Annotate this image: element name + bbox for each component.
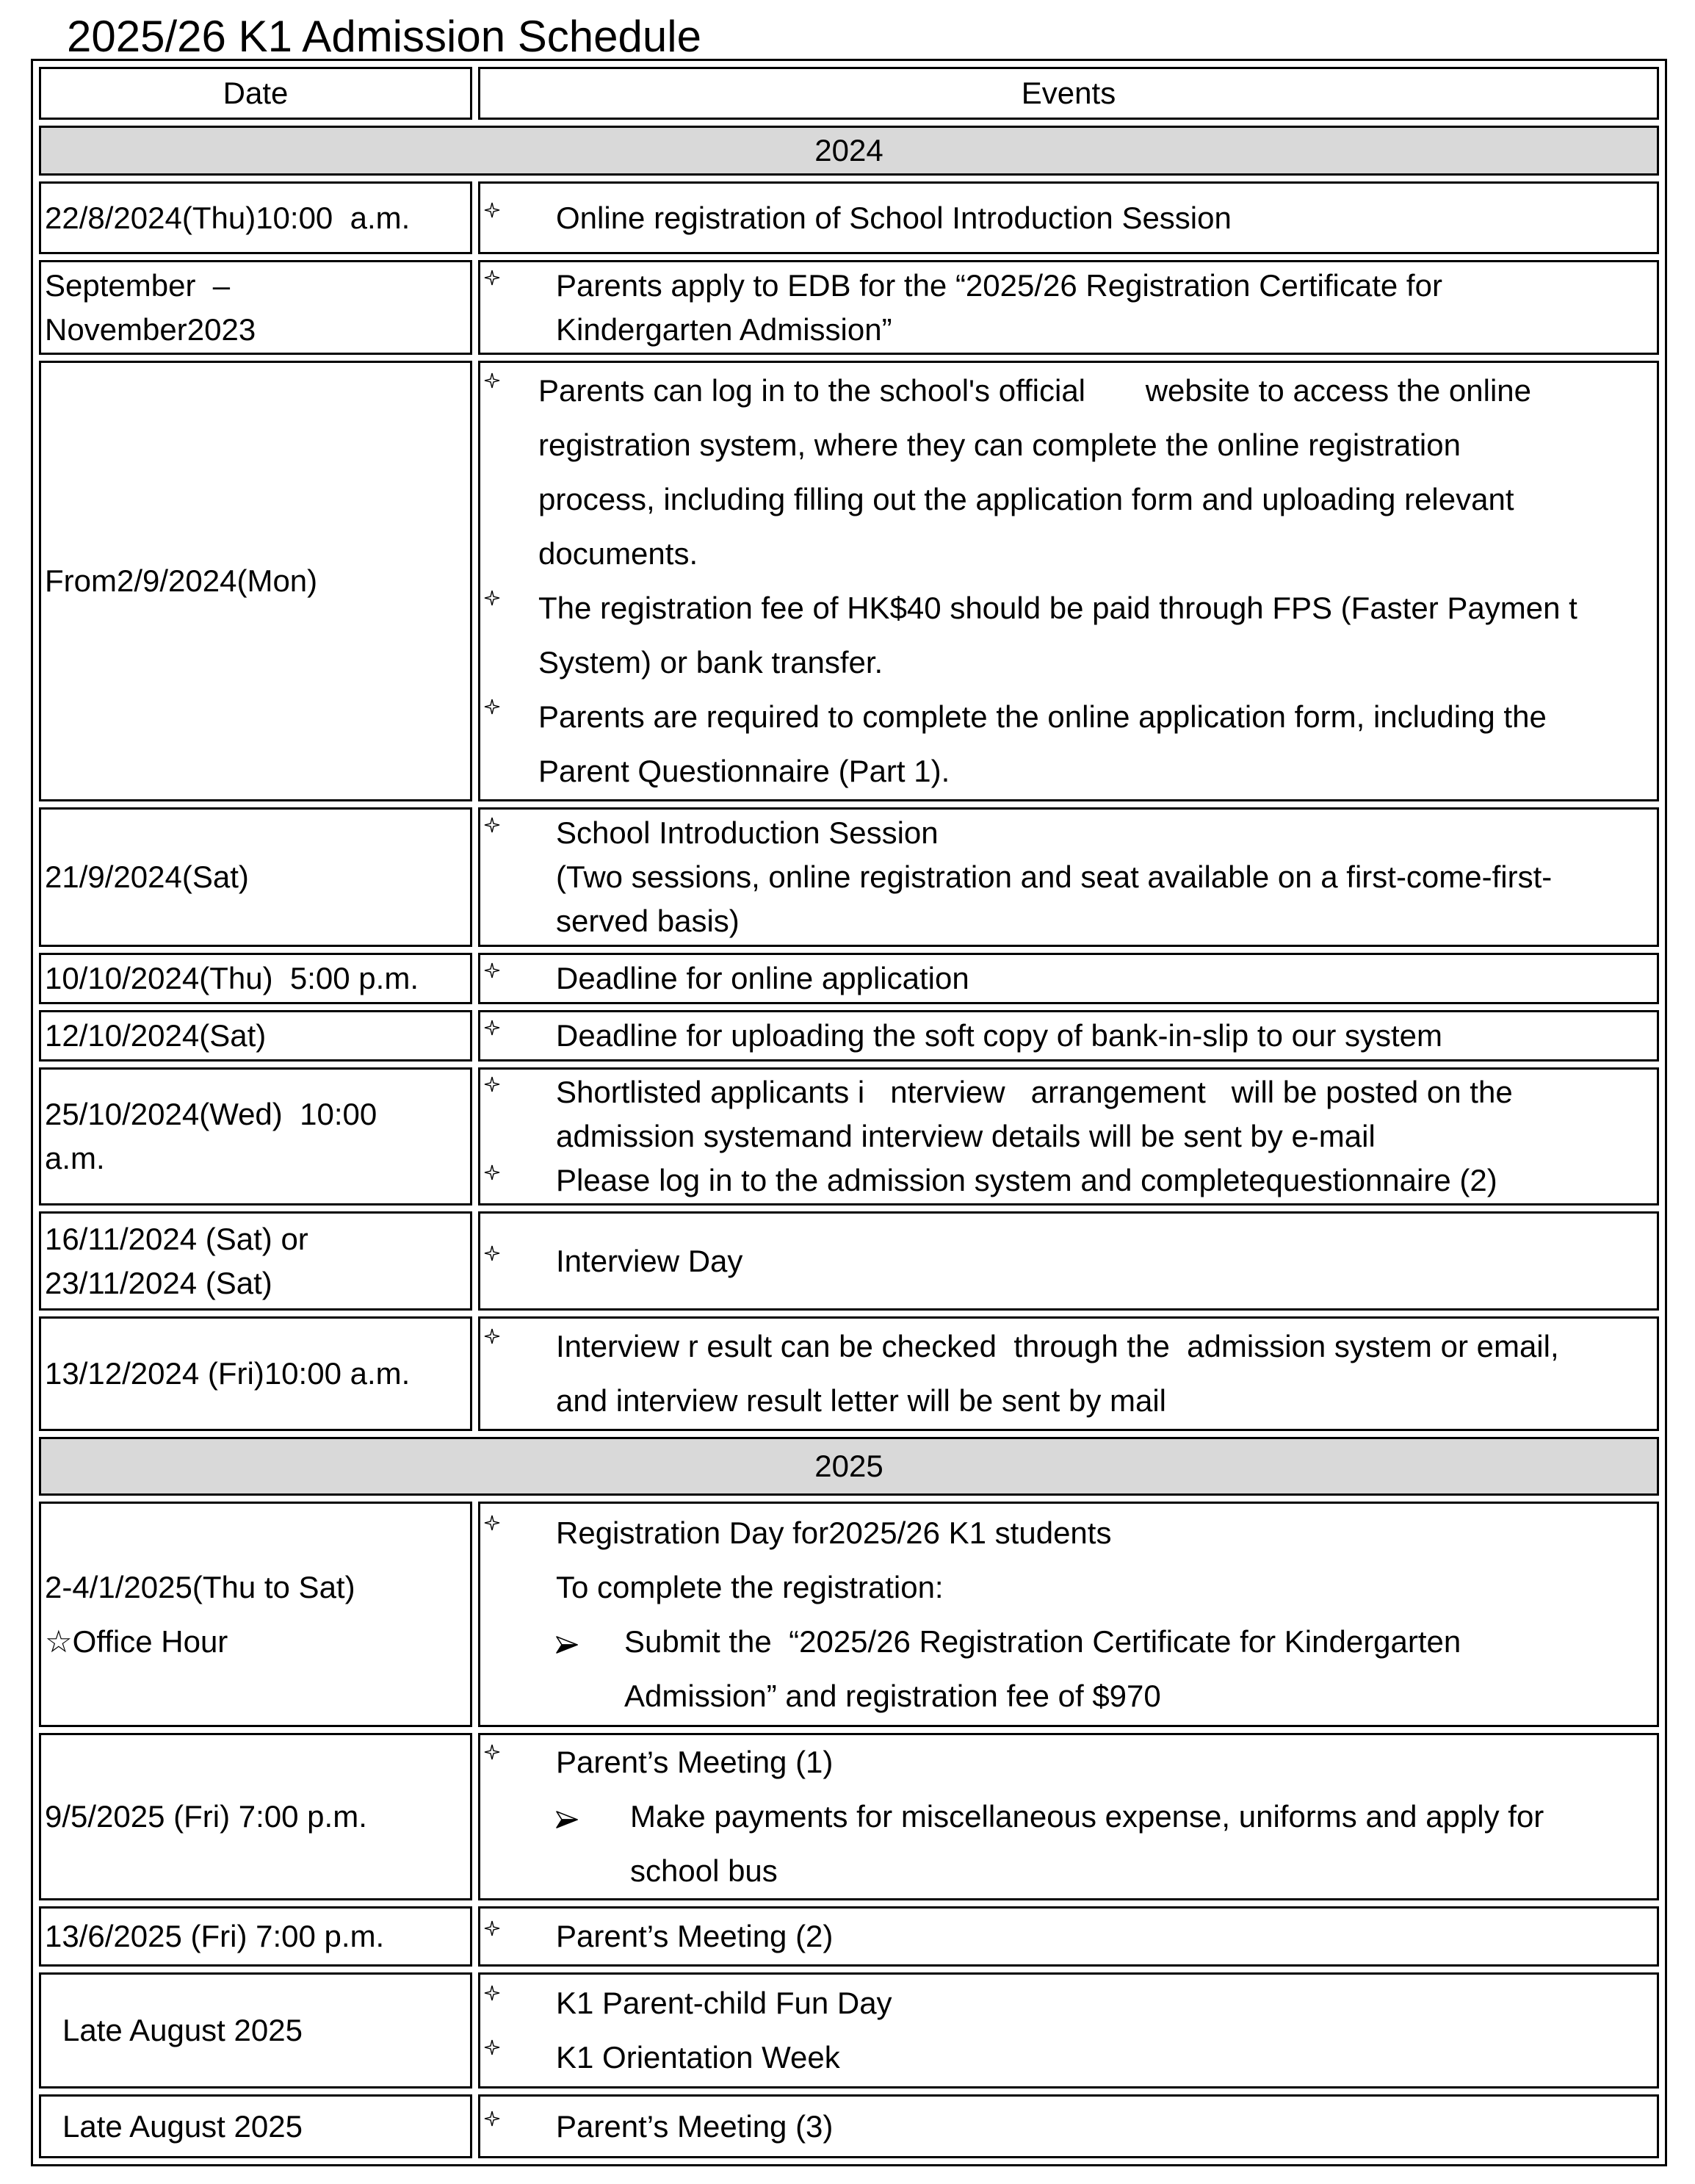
event-line: Parent’s Meeting (2) bbox=[556, 1919, 834, 1953]
date-header-label: Date bbox=[223, 76, 289, 110]
event-item bbox=[480, 2105, 1657, 2149]
event-line: The registration fee of HK$40 should be paid through FPS (Faster Paymen t bbox=[538, 591, 1577, 625]
date-line: Late August 2025 bbox=[62, 2013, 303, 2047]
four-pointed-star-icon bbox=[484, 1515, 500, 1531]
arrowhead-icon bbox=[556, 1635, 578, 1654]
year-section-header bbox=[39, 126, 1659, 176]
sub-event-item bbox=[556, 1615, 1657, 1723]
date-line: 21/9/2024(Sat) bbox=[45, 859, 249, 894]
four-pointed-star-icon bbox=[484, 699, 500, 715]
four-pointed-star-icon bbox=[484, 1076, 500, 1092]
four-pointed-star-icon bbox=[484, 590, 500, 606]
date-cell bbox=[39, 1010, 472, 1062]
date-line: 23/11/2024 (Sat) bbox=[45, 1265, 272, 1300]
four-pointed-star-icon bbox=[484, 372, 500, 389]
event-line: Parent’s Meeting (1) bbox=[556, 1745, 834, 1779]
four-pointed-star-icon bbox=[484, 270, 500, 286]
date-line: From2/9/2024(Mon) bbox=[45, 563, 318, 598]
four-pointed-star-icon bbox=[484, 962, 500, 979]
event-item bbox=[480, 1014, 1657, 1058]
admission-schedule-table bbox=[31, 59, 1667, 2166]
date-line: 12/10/2024(Sat) bbox=[45, 1018, 267, 1053]
event-line: Online registration of School Introduction Session bbox=[556, 200, 1232, 235]
events-cell bbox=[478, 2094, 1659, 2158]
four-pointed-star-icon bbox=[484, 2039, 500, 2055]
event-item bbox=[480, 1158, 1657, 1203]
date-line: 10/10/2024(Thu) 5:00 p.m. bbox=[45, 961, 419, 995]
event-line: Parents are required to complete the online application form, including the bbox=[538, 699, 1547, 734]
date-cell bbox=[39, 807, 472, 947]
date-cell bbox=[39, 1906, 472, 1967]
event-item bbox=[480, 1239, 1657, 1283]
events-column-header bbox=[478, 67, 1659, 120]
page-title: 2025/26 K1 Admission Schedule bbox=[67, 12, 701, 61]
event-line: Kindergarten Admission” bbox=[556, 311, 892, 347]
date-cell bbox=[39, 181, 472, 254]
events-cell bbox=[478, 1316, 1659, 1431]
event-item bbox=[480, 264, 1657, 352]
event-line: Shortlisted applicants i nterview arrangement will be posted on the bbox=[556, 1075, 1513, 1109]
sub-event-line: Submit the “2025/26 Registration Certificate for Kindergarten bbox=[624, 1623, 1461, 1659]
event-line: Deadline for uploading the soft copy of bank-in-slip to our system bbox=[556, 1018, 1442, 1053]
year-section-header bbox=[39, 1437, 1659, 1496]
event-line: School Introduction Session bbox=[556, 815, 939, 850]
event-item bbox=[480, 956, 1657, 1001]
event-line: Parents apply to EDB for the “2025/26 Registration Certificate for bbox=[556, 267, 1442, 303]
date-column-header bbox=[39, 67, 472, 120]
event-line: Registration Day for2025/26 K1 students bbox=[556, 1515, 1112, 1550]
arrowhead-icon bbox=[556, 1810, 578, 1829]
event-item bbox=[480, 1070, 1657, 1158]
sub-event-item bbox=[556, 1790, 1657, 1898]
date-cell bbox=[39, 1733, 472, 1900]
date-cell bbox=[39, 361, 472, 801]
date-cell bbox=[39, 1972, 472, 2089]
four-pointed-star-icon bbox=[484, 1744, 500, 1760]
event-line: Parent Questionnaire (Part 1). bbox=[538, 754, 950, 788]
event-item bbox=[480, 690, 1657, 799]
events-cell bbox=[478, 1502, 1659, 1727]
event-item bbox=[480, 1914, 1657, 1958]
event-item bbox=[480, 811, 1657, 943]
event-line: To complete the registration: bbox=[556, 1569, 944, 1604]
event-line: served basis) bbox=[556, 904, 740, 938]
event-item bbox=[480, 1506, 1657, 1723]
year-label: 2025 bbox=[814, 1449, 883, 1483]
event-line: admission systemand interview details will be sent by e-mail bbox=[556, 1119, 1376, 1153]
four-pointed-star-icon bbox=[484, 202, 500, 218]
events-cell bbox=[478, 807, 1659, 947]
event-item bbox=[480, 581, 1657, 690]
event-item bbox=[480, 1735, 1657, 1898]
date-line: 25/10/2024(Wed) 10:00 bbox=[45, 1097, 377, 1131]
date-line: 22/8/2024(Thu)10:00 a.m. bbox=[45, 200, 411, 235]
event-line: Deadline for online application bbox=[556, 961, 969, 995]
event-line: process, including filling out the application form and uploading relevant bbox=[538, 482, 1514, 516]
four-pointed-star-icon bbox=[484, 1245, 500, 1261]
events-cell bbox=[478, 1010, 1659, 1062]
events-cell bbox=[478, 953, 1659, 1004]
events-cell bbox=[478, 1211, 1659, 1311]
events-header-label: Events bbox=[1021, 76, 1116, 110]
date-cell bbox=[39, 1316, 472, 1431]
date-cell bbox=[39, 953, 472, 1004]
event-line: System) or bank transfer. bbox=[538, 645, 883, 680]
four-pointed-star-icon bbox=[484, 1328, 500, 1344]
event-item bbox=[480, 364, 1657, 581]
date-line: November2023 bbox=[45, 311, 256, 347]
four-pointed-star-icon bbox=[484, 1020, 500, 1036]
events-cell bbox=[478, 1733, 1659, 1900]
four-pointed-star-icon bbox=[484, 1985, 500, 2001]
date-line: ☆Office Hour bbox=[45, 1623, 228, 1659]
event-line: documents. bbox=[538, 536, 698, 571]
event-line: and interview result letter will be sent by mail bbox=[556, 1383, 1167, 1418]
events-cell bbox=[478, 1972, 1659, 2089]
events-cell bbox=[478, 361, 1659, 801]
four-pointed-star-icon bbox=[484, 1920, 500, 1936]
event-line: Parent’s Meeting (3) bbox=[556, 2108, 834, 2144]
events-cell bbox=[478, 1067, 1659, 1205]
event-line: K1 Orientation Week bbox=[556, 2040, 840, 2075]
date-line: 13/6/2025 (Fri) 7:00 p.m. bbox=[45, 1919, 385, 1953]
event-line: Please log in to the admission system and completequestionnaire (2) bbox=[556, 1163, 1497, 1197]
date-cell bbox=[39, 260, 472, 355]
date-cell bbox=[39, 1067, 472, 1205]
date-line: Late August 2025 bbox=[62, 2108, 303, 2144]
event-line: registration system, where they can complete the online registration bbox=[538, 428, 1461, 462]
events-cell bbox=[478, 1906, 1659, 1967]
date-cell bbox=[39, 1211, 472, 1311]
four-pointed-star-icon bbox=[484, 1164, 500, 1181]
sub-event-line: school bus bbox=[630, 1853, 778, 1888]
date-cell bbox=[39, 2094, 472, 2158]
date-line: 2-4/1/2025(Thu to Sat) bbox=[45, 1569, 355, 1604]
event-item bbox=[480, 1319, 1657, 1428]
four-pointed-star-icon bbox=[484, 2111, 500, 2127]
year-label: 2024 bbox=[814, 133, 883, 167]
event-line: Interview r esult can be checked through the admission system or email, bbox=[556, 1329, 1559, 1363]
four-pointed-star-icon bbox=[484, 817, 500, 833]
sub-event-line: Make payments for miscellaneous expense, uniforms and apply for bbox=[630, 1799, 1544, 1834]
date-line: 9/5/2025 (Fri) 7:00 p.m. bbox=[45, 1799, 367, 1834]
events-cell bbox=[478, 181, 1659, 254]
sub-event-line: Admission” and registration fee of $970 bbox=[624, 1678, 1161, 1713]
event-line: (Two sessions, online registration and seat available on a first-come-first- bbox=[556, 859, 1553, 894]
event-item bbox=[480, 196, 1657, 240]
events-cell bbox=[478, 260, 1659, 355]
event-line: K1 Parent-child Fun Day bbox=[556, 1986, 892, 2020]
date-line: September – bbox=[45, 267, 231, 303]
date-line: a.m. bbox=[45, 1141, 105, 1175]
event-line: Parents can log in to the school's official website to access the online bbox=[538, 373, 1531, 408]
date-line: 13/12/2024 (Fri)10:00 a.m. bbox=[45, 1356, 411, 1391]
date-cell bbox=[39, 1502, 472, 1727]
event-line: Interview Day bbox=[556, 1243, 743, 1278]
event-item bbox=[480, 1976, 1657, 2030]
date-line: 16/11/2024 (Sat) or bbox=[45, 1221, 308, 1256]
event-item bbox=[480, 2030, 1657, 2085]
